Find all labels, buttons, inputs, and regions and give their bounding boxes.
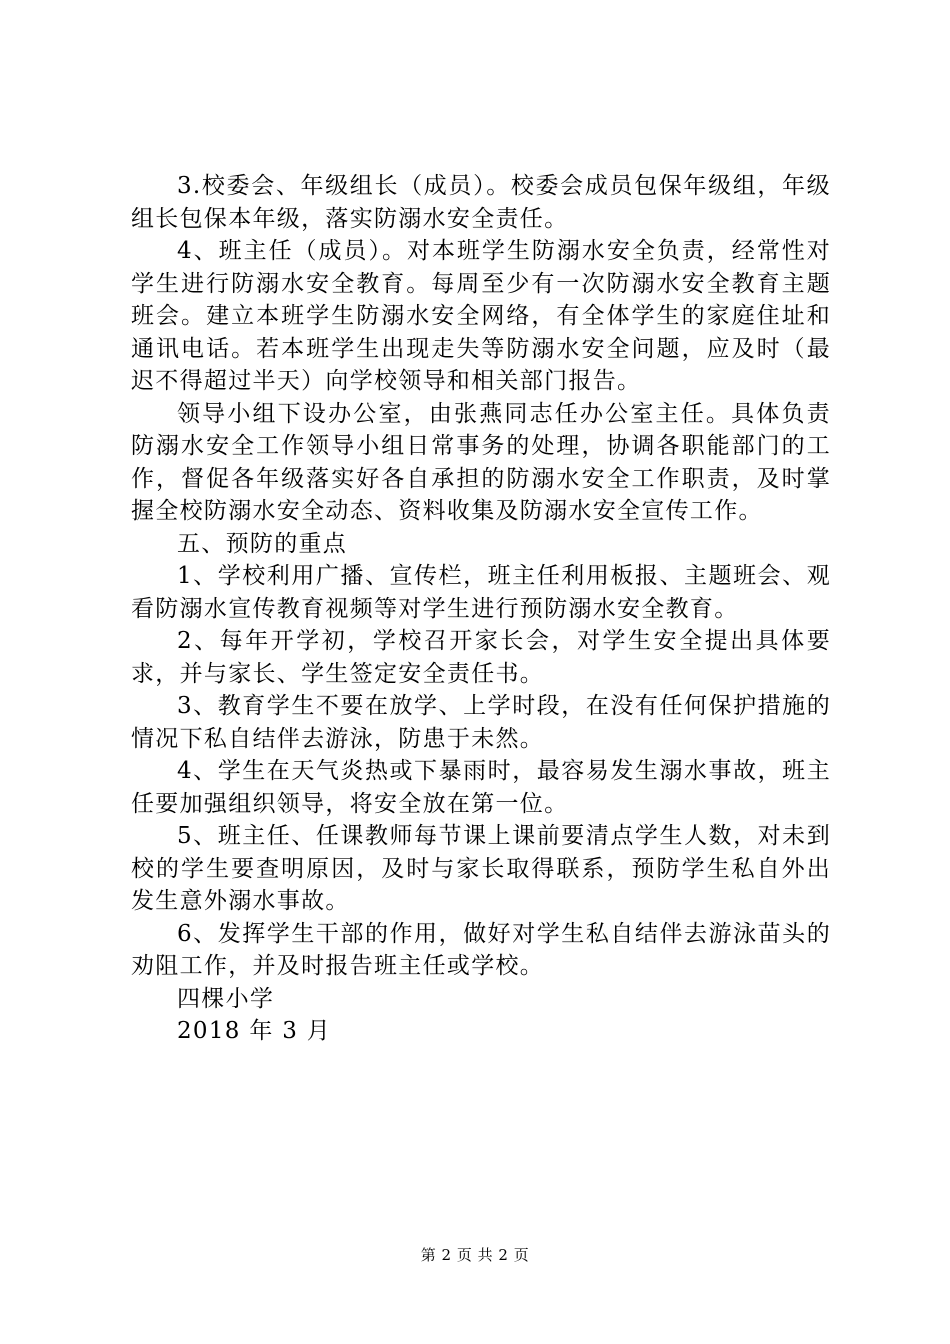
page-footer: 第 2 页 共 2 页 — [420, 1246, 530, 1264]
paragraph-item-3: 3、教育学生不要在放学、上学时段，在没有任何保护措施的情况下私自结伴去游泳，防患于未然。 — [131, 693, 831, 752]
document-body — [131, 170, 831, 1048]
section-heading-prevention: 五、预防的重点 — [177, 530, 348, 557]
paragraph-office: 领导小组下设办公室，由张燕同志任办公室主任。具体负责防溺水安全工作领导小组日常事务的处理，协调各职能部门的工作，督促各年级落实好各自承担的防溺水安全工作职责，及时掌握全校防溺水安全动态、资料收集及防溺水安全宣传工作。 — [131, 400, 831, 524]
paragraph-item-4: 4、学生在天气炎热或下暴雨时，最容易发生溺水事故，班主任要加强组织领导，将安全放在第一位。 — [131, 758, 831, 817]
paragraph-item-1: 1、学校利用广播、宣传栏，班主任利用板报、主题班会、观看防溺水宣传教育视频等对学生进行预防溺水安全教育。 — [131, 563, 831, 622]
paragraph-item-6: 6、发挥学生干部的作用，做好对学生私自结伴去游泳苗头的劝阻工作，并及时报告班主任或学校。 — [131, 920, 831, 979]
paragraph-class-teacher: 4、班主任（成员）。对本班学生防溺水安全负责，经常性对学生进行防溺水安全教育。每周至少有一次防溺水安全教育主题班会。建立本班学生防溺水安全网络，有全体学生的家庭住址和通讯电话。若本班学生出现走失等防溺水安全问题，应及时（最迟不得超过半天）向学校领导和相关部门报告。 — [131, 238, 831, 394]
signature-school: 四棵小学 — [177, 985, 275, 1012]
paragraph-school-committee: 3.校委会、年级组长（成员）。校委会成员包保年级组，年级组长包保本年级，落实防溺水安全责任。 — [131, 173, 831, 232]
paragraph-item-5: 5、班主任、任课教师每节课上课前要清点学生人数，对未到校的学生要查明原因，及时与家长取得联系，预防学生私自外出发生意外溺水事故。 — [131, 823, 831, 914]
paragraph-item-2: 2、每年开学初，学校召开家长会，对学生安全提出具体要求，并与家长、学生签定安全责任书。 — [131, 628, 831, 687]
signature-date: 2018 年 3 月 — [177, 1018, 332, 1044]
